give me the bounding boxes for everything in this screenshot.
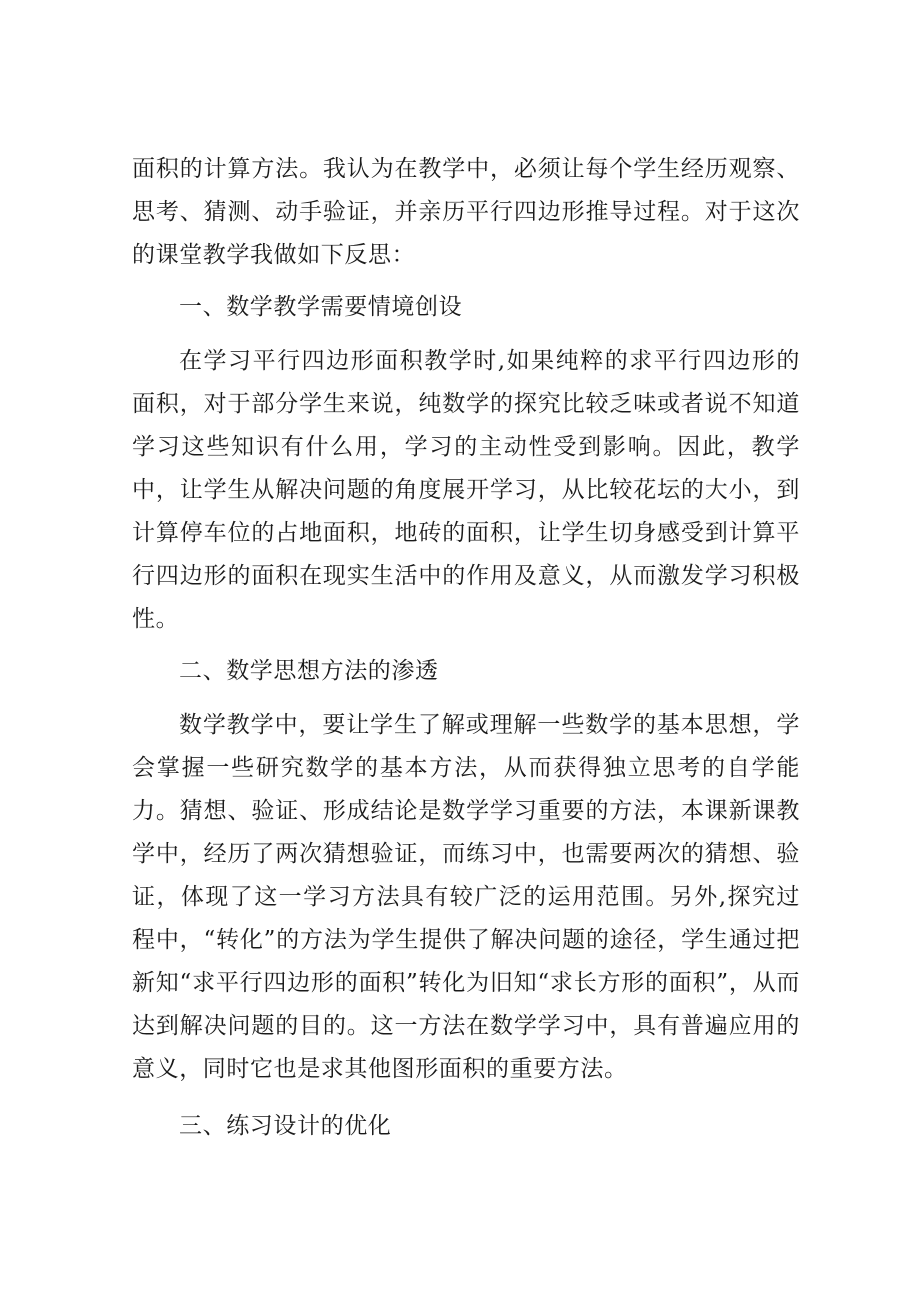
document-body xyxy=(132,148,800,1148)
section-2-paragraph: 数学教学中，要让学生了解或理解一些数学的基本思想，学会掌握一些研究数学的基本方法，从而获得独立思考的自学能力。猜想、验证、形成结论是数学学习重要的方法，本课新课教学中，经历了两次猜想验证，而练习中，也需要两次的猜想、验证，体现了这一学习方法具有较广泛的运用范围。另外,探究过程中，“转化”的方法为学生提供了解决问题的途径，学生通过把新知“求平行四边形的面积”转化为旧知“求长方形的面积”，从而达到解决问题的目的。这一方法在数学学习中，具有普遍应用的意义，同时它也是求其他图形面积的重要方法。 xyxy=(132,712,800,1082)
section-heading-1: 一、数学教学需要情境创设 xyxy=(179,294,463,320)
intro-paragraph: 面积的计算方法。我认为在教学中，必须让每个学生经历观察、思考、猜测、动手验证，并亲历平行四边形推导过程。对于这次的课堂教学我做如下反思： xyxy=(132,156,800,268)
section-heading-3: 三、练习设计的优化 xyxy=(179,1113,392,1139)
section-1-paragraph: 在学习平行四边形面积教学时,如果纯粹的求平行四边形的面积，对于部分学生来说，纯数学的探究比较乏味或者说不知道学习这些知识有什么用，学习的主动性受到影响。因此，教学中，让学生从解决问题的角度展开学习，从比较花坛的大小，到计算停车位的占地面积，地砖的面积，让学生切身感受到计算平行四边形的面积在现实生活中的作用及意义，从而激发学习积极性。 xyxy=(132,348,800,632)
section-heading-2: 二、数学思想方法的渗透 xyxy=(179,658,439,684)
